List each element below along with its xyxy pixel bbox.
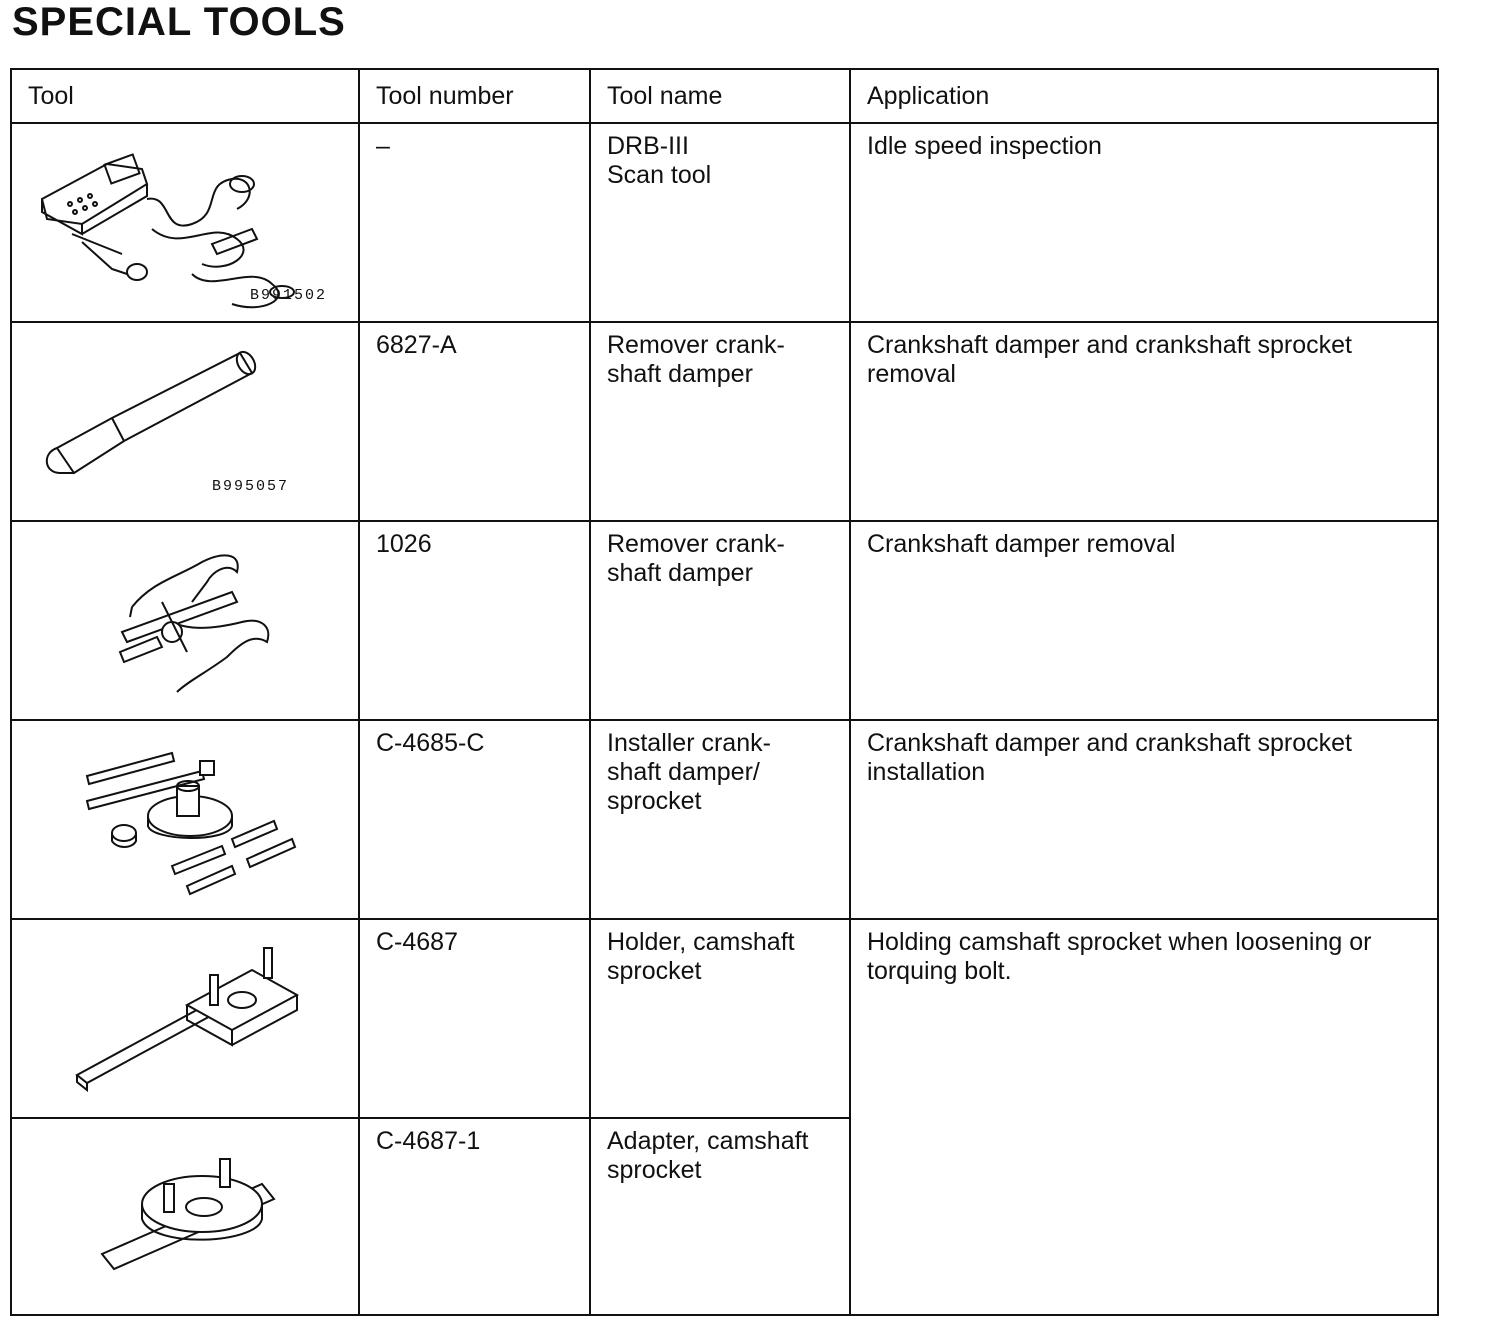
application-cell [850,322,1438,521]
puller-icon [12,522,358,719]
tool-image-code: B991502 [250,287,328,304]
application-line: torquing bolt. [867,957,1012,985]
tool-name-line: Adapter, camshaft [607,1127,809,1155]
tool-name-cell [590,919,850,1118]
column-header-tool-name: Tool name [590,69,850,123]
column-header-application: Application [850,69,1438,123]
tool-name-line: shaft damper [607,360,753,388]
application-cell [850,521,1438,720]
tool-image-cell [11,521,359,720]
tool-name-line: sprocket [607,957,702,985]
tool-number-cell: 1026 [359,521,590,720]
camshaft-holder-icon [12,920,358,1117]
tool-name-cell [590,322,850,521]
tool-number-cell: C-4687-1 [359,1118,590,1315]
application-cell [850,720,1438,919]
damper-remover-rod-icon [12,323,358,520]
special-tools-table [10,68,1439,1316]
tool-image-cell [11,1118,359,1315]
tool-name-line: shaft damper/ [607,758,760,786]
table-row [11,123,1438,322]
tool-name-cell [590,1118,850,1315]
installer-kit-icon [12,721,358,918]
tool-name-line: sprocket [607,1156,702,1184]
tool-name-line: Scan tool [607,161,712,189]
tool-name-cell [590,720,850,919]
tool-number-cell: C-4687 [359,919,590,1118]
table-row [11,919,1438,1118]
tool-image-cell [11,322,359,521]
tool-name-line: sprocket [607,787,702,815]
tool-image-cell [11,919,359,1118]
tool-number-cell: C-4685-C [359,720,590,919]
column-header-tool-number: Tool number [359,69,590,123]
application-line: Idle speed inspection [867,132,1102,160]
application-line: Crankshaft damper and crankshaft sprocket [867,331,1352,359]
application-line: Holding camshaft sprocket when loosening or [867,928,1372,956]
tool-name-line: Remover crank- [607,331,785,359]
tool-image-code: B995057 [212,478,290,495]
application-line: Crankshaft damper removal [867,530,1176,558]
tool-name-line: Remover crank- [607,530,785,558]
tool-name-cell [590,123,850,322]
page-title: SPECIAL TOOLS [12,0,346,44]
table-header-row [11,69,1438,123]
table-row [11,521,1438,720]
tool-name-line: Holder, camshaft [607,928,795,956]
table-row [11,720,1438,919]
tool-number-cell: – [359,123,590,322]
tool-name-cell [590,521,850,720]
application-cell [850,919,1438,1315]
tool-image-cell [11,123,359,322]
application-line: removal [867,360,956,388]
table-row [11,322,1438,521]
tool-name-line: Installer crank- [607,729,771,757]
tool-image-cell [11,720,359,919]
tool-number-cell: 6827-A [359,322,590,521]
tool-name-line: DRB-III [607,132,689,160]
camshaft-adapter-icon [12,1119,358,1314]
tool-name-line: shaft damper [607,559,753,587]
application-line: installation [867,758,986,786]
application-cell [850,123,1438,322]
application-line: Crankshaft damper and crankshaft sprocket [867,729,1352,757]
column-header-tool: Tool [11,69,359,123]
